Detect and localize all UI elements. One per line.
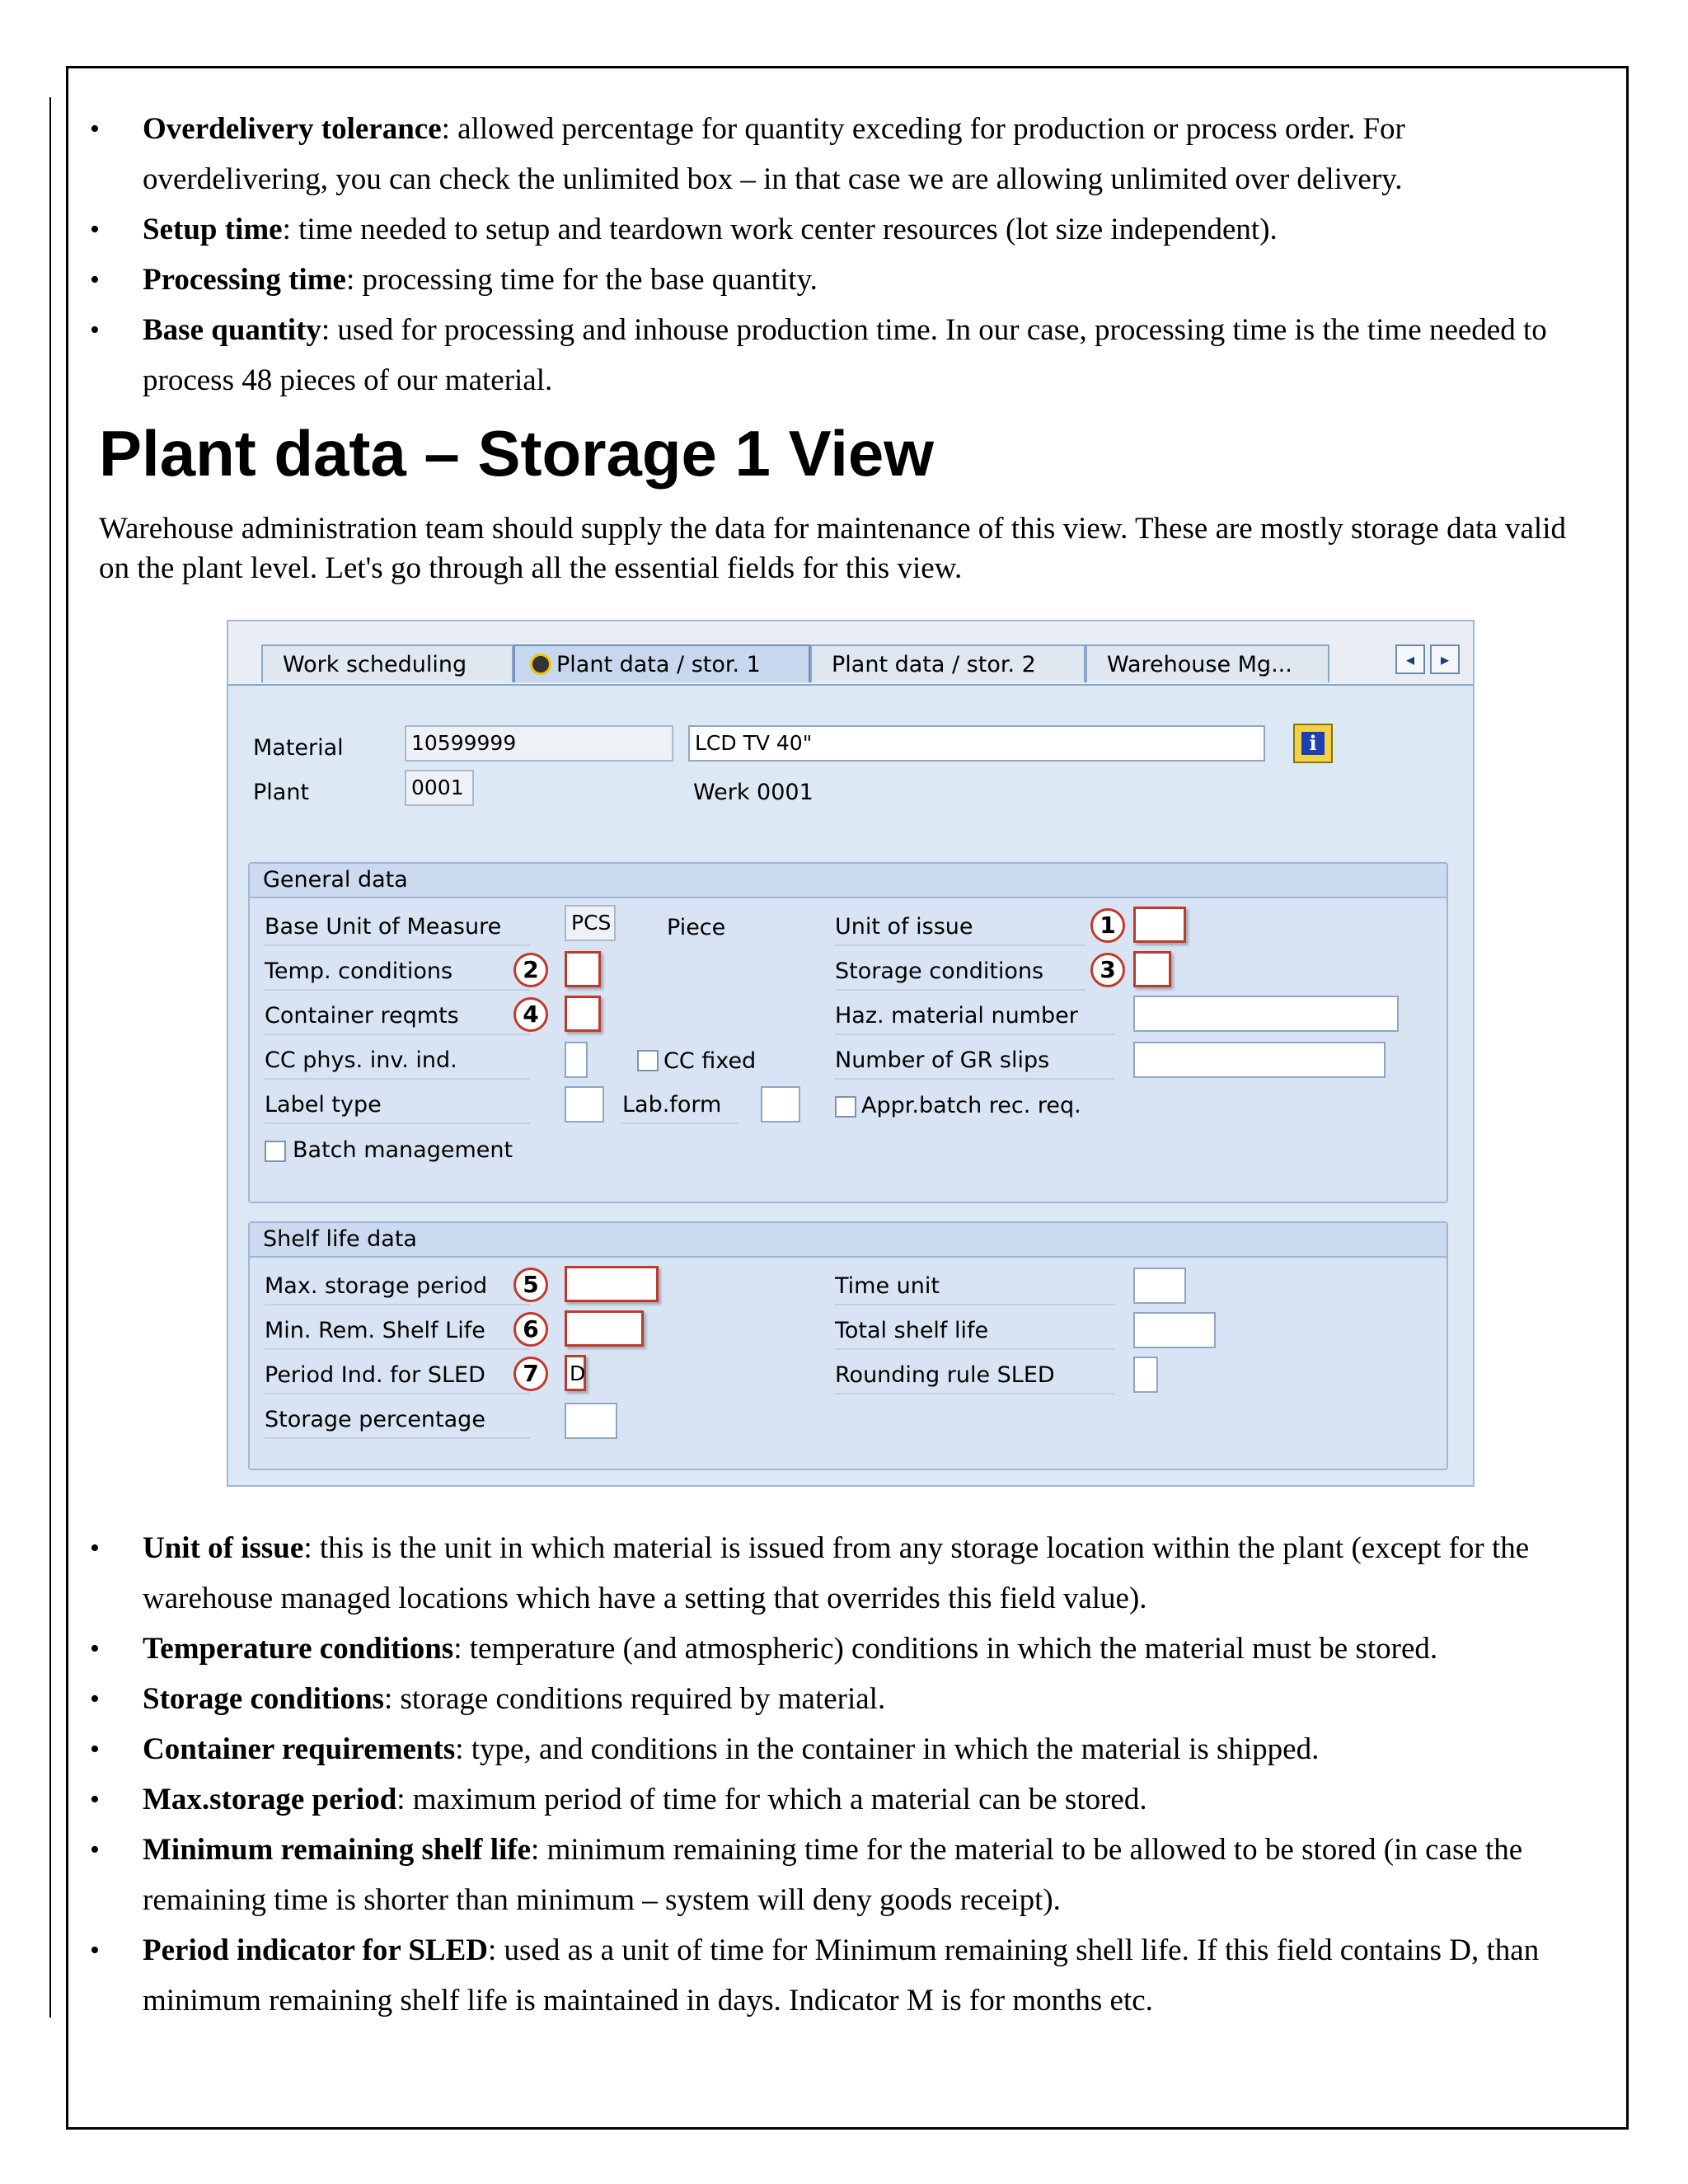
plant-field[interactable]: 0001 bbox=[405, 770, 474, 806]
tab-plant-data-stor-2[interactable]: Plant data / stor. 2 bbox=[810, 644, 1085, 682]
lab-form-field[interactable] bbox=[761, 1086, 800, 1122]
tab-plant-data-stor-1[interactable]: Plant data / stor. 1 bbox=[513, 644, 810, 682]
cc-fixed-checkbox[interactable] bbox=[637, 1050, 659, 1071]
base-uom-label: Base Unit of Measure bbox=[265, 910, 530, 946]
rounding-rule-sled-field[interactable] bbox=[1133, 1357, 1158, 1393]
list-item: • Storage conditions: storage conditions required by material. bbox=[87, 1674, 1554, 1724]
period-ind-sled-field[interactable]: D bbox=[565, 1355, 586, 1391]
cc-fixed-label: CC fixed bbox=[663, 1048, 757, 1074]
haz-material-label: Haz. material number bbox=[835, 999, 1115, 1035]
callout-marker-4: 4 bbox=[513, 997, 548, 1032]
general-data-title: General data bbox=[250, 864, 1447, 898]
list-item: • Minimum remaining shelf life: minimum remaining time for the material to be allowed to be stored (in case the remaining time is shorter than minimum – system will deny goods receipt). bbox=[87, 1825, 1554, 1925]
container-reqmts-label: Container reqmts bbox=[265, 999, 530, 1035]
min-rem-shelf-life-field[interactable] bbox=[565, 1310, 644, 1347]
list-item: • Container requirements: type, and conditions in the container in which the material is shipped. bbox=[87, 1724, 1554, 1774]
material-description-field[interactable]: LCD TV 40" bbox=[688, 725, 1265, 762]
time-unit-field[interactable] bbox=[1133, 1268, 1186, 1304]
max-storage-period-field[interactable] bbox=[565, 1266, 659, 1302]
left-margin-rule bbox=[49, 97, 51, 2018]
unit-of-issue-label: Unit of issue bbox=[835, 910, 1085, 946]
period-ind-sled-label: Period Ind. for SLED bbox=[265, 1358, 530, 1394]
storage-percentage-label: Storage percentage bbox=[265, 1403, 530, 1439]
sap-screenshot bbox=[227, 620, 1475, 1487]
temp-conditions-label: Temp. conditions bbox=[265, 954, 530, 991]
callout-marker-2: 2 bbox=[513, 953, 548, 987]
material-label: Material bbox=[253, 735, 344, 761]
temp-conditions-field[interactable] bbox=[565, 951, 601, 987]
tab-scroll-right-button[interactable] bbox=[1430, 644, 1460, 674]
time-unit-label: Time unit bbox=[835, 1269, 1115, 1305]
storage-conditions-label: Storage conditions bbox=[835, 954, 1085, 991]
list-item: • Unit of issue: this is the unit in which material is issued from any storage location within the plant (except for the warehouse managed locations which have a setting that overrides this field value). bbox=[87, 1523, 1554, 1624]
haz-material-field[interactable] bbox=[1133, 996, 1399, 1032]
cc-phys-inv-label: CC phys. inv. ind. bbox=[265, 1043, 530, 1080]
total-shelf-life-field[interactable] bbox=[1133, 1312, 1216, 1348]
info-icon: i bbox=[1301, 732, 1325, 755]
list-item: • Temperature conditions: temperature (and atmospheric) conditions in which the material must be stored. bbox=[87, 1624, 1554, 1674]
material-number-field[interactable]: 10599999 bbox=[405, 725, 673, 762]
callout-marker-1: 1 bbox=[1090, 908, 1125, 943]
storage-conditions-field[interactable] bbox=[1133, 951, 1171, 987]
bullet-list-top bbox=[87, 104, 1554, 405]
intro-paragraph: Warehouse administration team should supply the data for maintenance of this view. These are mostly storage data valid on the plant level. Let's go through all the essential fields for this view. bbox=[99, 512, 1566, 585]
shelf-life-title: Shelf life data bbox=[250, 1223, 1447, 1258]
list-item: • Period indicator for SLED: used as a unit of time for Minimum remaining shell life. If this field contains D, than minimum remaining shelf life is maintained in days. Indicator M is for months etc. bbox=[87, 1925, 1554, 2026]
plant-description: Werk 0001 bbox=[693, 780, 814, 805]
chevron-right-icon: ▸ bbox=[1440, 649, 1450, 669]
appr-batch-label: Appr.batch rec. req. bbox=[861, 1093, 1081, 1118]
cc-phys-inv-field[interactable] bbox=[565, 1042, 588, 1078]
callout-marker-6: 6 bbox=[513, 1312, 548, 1347]
callout-marker-3: 3 bbox=[1090, 953, 1125, 987]
max-storage-period-label: Max. storage period bbox=[265, 1269, 530, 1305]
tab-divider bbox=[228, 684, 1473, 686]
unit-of-issue-field[interactable] bbox=[1133, 907, 1186, 943]
storage-percentage-field[interactable] bbox=[565, 1403, 617, 1439]
batch-management-label: Batch management bbox=[293, 1137, 513, 1163]
selected-tab-icon bbox=[530, 654, 551, 675]
base-uom-text: Piece bbox=[667, 915, 726, 940]
lab-form-label: Lab.form bbox=[622, 1088, 738, 1124]
callout-marker-5: 5 bbox=[513, 1268, 548, 1302]
bullet-list-bottom bbox=[87, 1523, 1554, 2026]
label-type-field[interactable] bbox=[565, 1086, 604, 1122]
label-type-label: Label type bbox=[265, 1088, 530, 1124]
gr-slips-label: Number of GR slips bbox=[835, 1043, 1115, 1080]
rounding-rule-sled-label: Rounding rule SLED bbox=[835, 1358, 1115, 1394]
tab-warehouse-mgmt[interactable]: Warehouse Mg... bbox=[1085, 644, 1329, 682]
tab-bar bbox=[228, 621, 1473, 686]
tab-scroll-left-button[interactable] bbox=[1395, 644, 1425, 674]
gr-slips-field[interactable] bbox=[1133, 1042, 1386, 1078]
min-rem-shelf-life-label: Min. Rem. Shelf Life bbox=[265, 1314, 530, 1350]
total-shelf-life-label: Total shelf life bbox=[835, 1314, 1115, 1350]
plant-label: Plant bbox=[253, 780, 310, 805]
list-item: • Base quantity: used for processing and inhouse production time. In our case, processing time is the time needed to process 48 pieces of our material. bbox=[87, 305, 1554, 405]
container-reqmts-field[interactable] bbox=[565, 996, 601, 1032]
list-item: • Setup time: time needed to setup and teardown work center resources (lot size independent). bbox=[87, 204, 1554, 255]
base-uom-field[interactable]: PCS bbox=[565, 905, 616, 941]
tab-work-scheduling[interactable]: Work scheduling bbox=[261, 644, 513, 682]
chevron-left-icon: ◂ bbox=[1405, 649, 1415, 669]
callout-marker-7: 7 bbox=[513, 1357, 548, 1391]
list-item: • Processing time: processing time for the base quantity. bbox=[87, 255, 1554, 305]
appr-batch-checkbox[interactable] bbox=[835, 1096, 856, 1118]
list-item: • Max.storage period: maximum period of time for which a material can be stored. bbox=[87, 1774, 1554, 1825]
info-button[interactable] bbox=[1293, 724, 1333, 763]
list-item: • Overdelivery tolerance: allowed percentage for quantity exceding for production or process order. For overdelivering, you can check the unlimited box – in that case we are allowing unlimited over delivery. bbox=[87, 104, 1554, 204]
batch-management-checkbox[interactable] bbox=[265, 1141, 286, 1162]
section-heading: Plant data – Storage 1 View bbox=[99, 417, 934, 490]
